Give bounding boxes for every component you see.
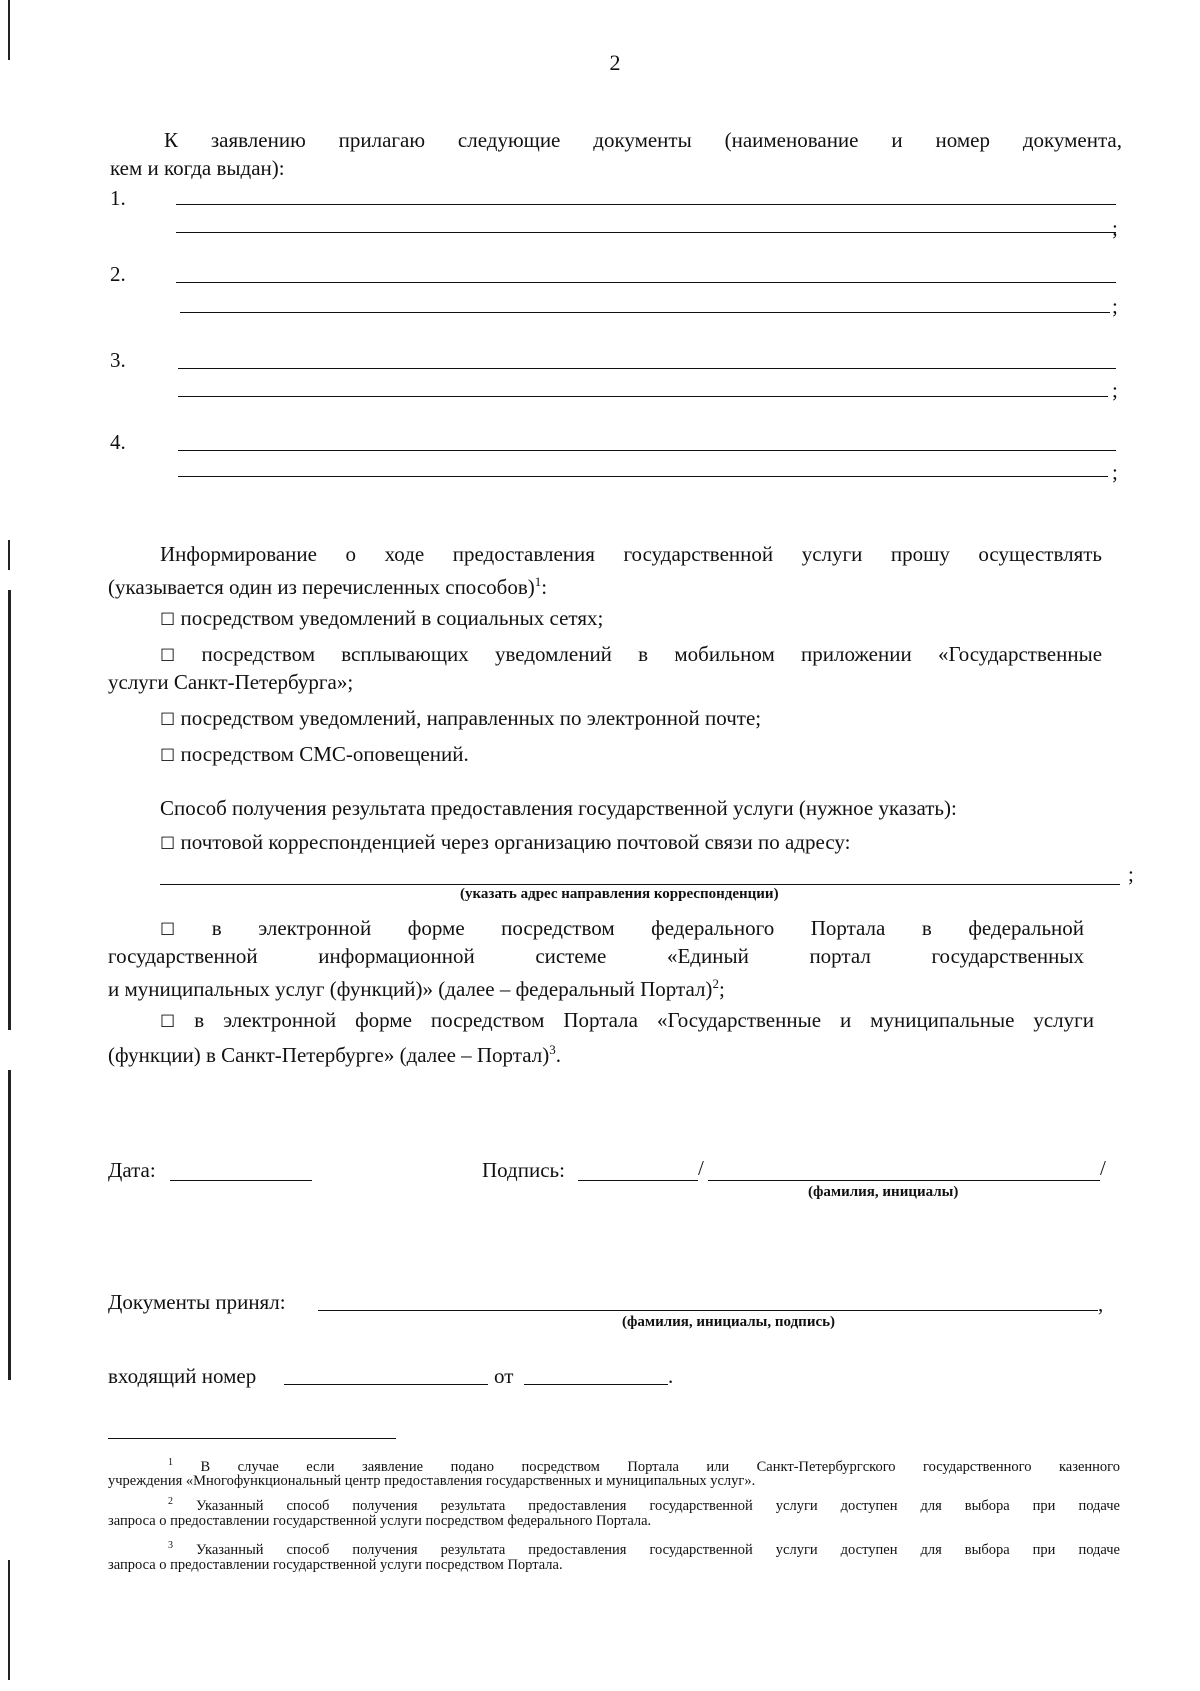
incoming-number-label: входящий номер xyxy=(108,1364,257,1388)
attachment-line[interactable] xyxy=(178,476,1108,477)
inform-option-social[interactable]: ☐ посредством уведомлений в социальных сетях; xyxy=(160,606,604,630)
attachments-intro-line1: К заявлению прилагаю следующие документы (наименование и номер документа, xyxy=(164,128,1122,152)
footnote-1-line1: $^1$ В случае если заявление подано посредством Портала или Санкт-Петербургского государственного казенного xyxy=(168,1457,1120,1475)
checkbox-icon[interactable]: ☐ xyxy=(160,710,176,730)
scan-artifact xyxy=(8,1560,10,1680)
inform-option-sms[interactable]: ☐ посредством СМС-оповещений. xyxy=(160,742,469,766)
scan-artifact xyxy=(8,1070,11,1380)
result-option-federal[interactable]: ☐ в электронной форме посредством федерального Портала в федеральной xyxy=(160,916,1085,940)
checkbox-icon[interactable]: ☐ xyxy=(160,920,176,940)
date-label: Дата: xyxy=(108,1158,156,1182)
attachment-line[interactable] xyxy=(178,368,1116,369)
footnote-separator xyxy=(108,1438,396,1439)
footnote-3-line2: запроса о предоставлении государственной услуги посредством Портала. xyxy=(108,1557,563,1573)
accepted-label: Документы принял: xyxy=(108,1290,286,1314)
address-caption: (указать адрес направления корреспонденции) xyxy=(460,886,779,902)
footnote-2-line1: $^2$ Указанный способ получения результата предоставления государственной услуги доступен для выбора при подаче xyxy=(168,1496,1120,1514)
footnote-1-line2: учреждения «Многофункциональный центр предоставления государственных и муниципальных услуг». xyxy=(108,1473,756,1489)
incoming-date-field[interactable] xyxy=(524,1384,668,1385)
checkbox-icon[interactable]: ☐ xyxy=(160,1012,176,1032)
attachment-item-number: 2. xyxy=(110,262,126,286)
inform-option-app[interactable]: ☐ посредством всплывающих уведомлений в мобильном приложении «Государственные xyxy=(160,642,1103,666)
scan-artifact xyxy=(8,590,11,1030)
line-end-semicolon: ; xyxy=(1112,294,1118,318)
result-option-federal-line2: государственной информационной системе «Единый портал государственных xyxy=(108,944,1084,968)
scan-artifact xyxy=(8,540,10,570)
accepted-caption: (фамилия, инициалы, подпись) xyxy=(622,1314,836,1330)
footnote-2-line2: запроса о предоставлении государственной услуги посредством федерального Портала. xyxy=(108,1513,652,1529)
attachment-item-number: 3. xyxy=(110,348,126,372)
date-field[interactable] xyxy=(170,1180,312,1181)
signature-slash: / xyxy=(698,1156,704,1180)
checkbox-icon[interactable]: ☐ xyxy=(160,746,176,766)
inform-option-email[interactable]: ☐ посредством уведомлений, направленных по электронной почте; xyxy=(160,706,762,730)
inform-intro-line2: (указывается один из перечисленных способов)$^1$: xyxy=(108,574,548,599)
footnote-3-line1: $^3$ Указанный способ получения результата предоставления государственной услуги доступен для выбора при подаче xyxy=(168,1540,1120,1558)
attachment-line[interactable] xyxy=(178,450,1116,451)
signature-slash: / xyxy=(1100,1156,1106,1180)
result-option-federal-line3: и муниципальных услуг (функций)» (далее – федеральный Портал)$^2$; xyxy=(108,976,725,1001)
result-option-portal-line2: (функции) в Санкт-Петербурге» (далее – Портал)$^3$. xyxy=(108,1042,561,1067)
signature-name-field[interactable] xyxy=(708,1180,1100,1181)
attachment-item-number: 4. xyxy=(110,430,126,454)
accepted-field[interactable] xyxy=(318,1310,1098,1311)
attachments-intro-line2: кем и когда выдан): xyxy=(110,156,285,180)
checkbox-icon[interactable]: ☐ xyxy=(160,610,176,630)
inform-intro-line1: Информирование о ходе предоставления государственной услуги прошу осуществлять xyxy=(160,542,1102,566)
from-label: от xyxy=(494,1364,514,1388)
address-line[interactable] xyxy=(160,884,1120,885)
attachment-line[interactable] xyxy=(180,312,1110,313)
attachment-line[interactable] xyxy=(176,232,1116,233)
attachment-line[interactable] xyxy=(176,282,1116,283)
attachment-line[interactable] xyxy=(176,204,1116,205)
signature-name-caption: (фамилия, инициалы) xyxy=(808,1184,959,1200)
line-end-semicolon: ; xyxy=(1112,216,1118,240)
signature-label: Подпись: xyxy=(482,1158,565,1182)
checkbox-icon[interactable]: ☐ xyxy=(160,834,176,854)
line-end-semicolon: ; xyxy=(1112,460,1118,484)
page-number: 2 xyxy=(609,50,621,75)
result-option-portal[interactable]: ☐ в электронной форме посредством Портала «Государственные и муниципальные услуги xyxy=(160,1008,1094,1032)
line-end-semicolon: ; xyxy=(1112,378,1118,402)
attachment-line[interactable] xyxy=(178,396,1108,397)
inform-option-app-line2: услуги Санкт-Петербурга»; xyxy=(108,670,354,694)
incoming-end-period: . xyxy=(668,1364,674,1388)
result-option-post[interactable]: ☐ почтовой корреспонденцией через организацию почтовой связи по адресу: xyxy=(160,830,851,854)
attachment-item-number: 1. xyxy=(110,186,126,210)
signature-field[interactable] xyxy=(578,1180,698,1181)
result-title: Способ получения результата предоставления государственной услуги (нужное указать): xyxy=(160,796,957,820)
checkbox-icon[interactable]: ☐ xyxy=(160,646,176,666)
incoming-number-field[interactable] xyxy=(284,1384,488,1385)
line-end-semicolon: ; xyxy=(1128,862,1134,886)
accepted-comma: , xyxy=(1098,1292,1104,1316)
